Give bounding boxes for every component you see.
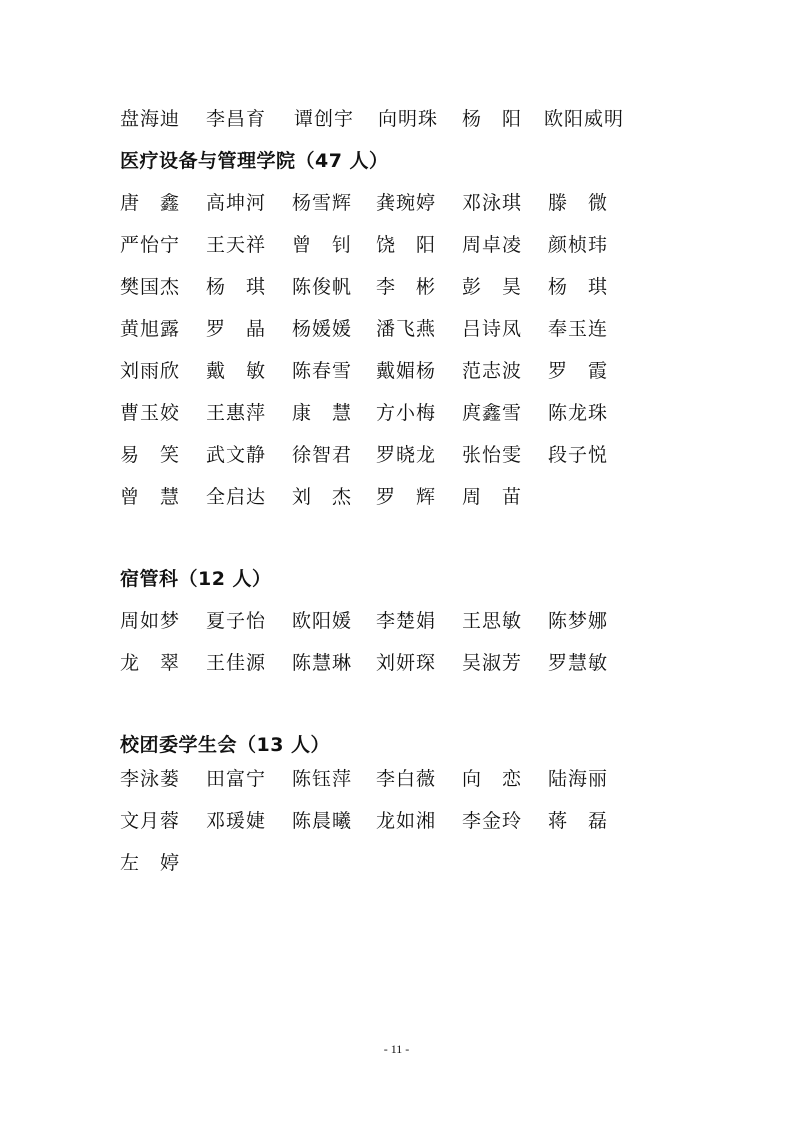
name-cell: 周卓凌: [462, 234, 523, 256]
name-cell: 陈俊帆: [292, 276, 353, 298]
name-cell: 杨媛媛: [292, 318, 353, 340]
name-cell: 向明珠: [378, 108, 439, 130]
name-cell: 颜桢玮: [548, 234, 609, 256]
name-cell: 陈春雪: [292, 360, 353, 382]
name-cell: 邓瑗婕: [206, 810, 267, 832]
page-number: - 11 -: [383, 1042, 410, 1056]
name-cell: 欧阳威明: [544, 108, 625, 130]
name-cell: 李泳蒌: [120, 768, 181, 790]
name-cell: 范志波: [462, 360, 523, 382]
name-cell: 杨 阳: [462, 108, 523, 130]
name-cell: 潘飞燕: [376, 318, 437, 340]
name-cell: 曹玉姣: [120, 402, 181, 424]
name-cell: 田富宁: [206, 768, 267, 790]
name-cell: 罗晓龙: [376, 444, 437, 466]
name-cell: 吴淑芳: [462, 652, 523, 674]
section-heading-youth-league-student-union: 校团委学生会（13 人）: [120, 734, 331, 756]
name-cell: 刘妍琛: [376, 652, 437, 674]
name-cell: 陈梦娜: [548, 610, 609, 632]
name-cell: 夏子怡: [206, 610, 267, 632]
name-cell: 康 慧: [292, 402, 353, 424]
name-cell: 徐智君: [292, 444, 353, 466]
name-cell: 陈慧琳: [292, 652, 353, 674]
name-cell: 戴媚杨: [376, 360, 437, 382]
name-cell: 罗慧敏: [548, 652, 609, 674]
name-cell: 欧阳媛: [292, 610, 353, 632]
name-cell: 向 恋: [462, 768, 523, 790]
name-cell: 全启达: [206, 486, 267, 508]
name-cell: 段子悦: [548, 444, 609, 466]
name-cell: 方小梅: [376, 402, 437, 424]
name-cell: 奉玉连: [548, 318, 609, 340]
name-cell: 谭创宇: [294, 108, 355, 130]
name-cell: 左 婷: [120, 852, 181, 874]
name-cell: 文月蓉: [120, 810, 181, 832]
name-cell: 李昌育: [206, 108, 267, 130]
name-cell: 刘雨欣: [120, 360, 181, 382]
name-cell: 彭 昊: [462, 276, 523, 298]
name-cell: 王天祥: [206, 234, 267, 256]
name-cell: 李白薇: [376, 768, 437, 790]
name-cell: 陆海丽: [548, 768, 609, 790]
name-cell: 刘 杰: [292, 486, 353, 508]
name-cell: 武文静: [206, 444, 267, 466]
name-cell: 龙如湘: [376, 810, 437, 832]
name-cell: 蒋 磊: [548, 810, 609, 832]
name-cell: 陈晨曦: [292, 810, 353, 832]
name-cell: 杨 琪: [548, 276, 609, 298]
name-cell: 周 苗: [462, 486, 523, 508]
name-cell: 曾 钊: [292, 234, 353, 256]
name-cell: 高坤河: [206, 192, 267, 214]
name-cell: 饶 阳: [376, 234, 437, 256]
name-cell: 庹鑫雪: [462, 402, 523, 424]
name-cell: 王佳源: [206, 652, 267, 674]
name-cell: 杨雪辉: [292, 192, 353, 214]
name-cell: 盘海迪: [120, 108, 181, 130]
name-cell: 滕 微: [548, 192, 609, 214]
name-cell: 曾 慧: [120, 486, 181, 508]
name-cell: 杨 琪: [206, 276, 267, 298]
name-cell: 罗 晶: [206, 318, 267, 340]
name-cell: 龙 翠: [120, 652, 181, 674]
name-cell: 罗 辉: [376, 486, 437, 508]
name-cell: 易 笑: [120, 444, 181, 466]
name-cell: 王思敏: [462, 610, 523, 632]
name-cell: 邓泳琪: [462, 192, 523, 214]
name-cell: 陈龙珠: [548, 402, 609, 424]
name-cell: 李楚娟: [376, 610, 437, 632]
name-cell: 周如梦: [120, 610, 181, 632]
name-cell: 黄旭露: [120, 318, 181, 340]
name-cell: 樊国杰: [120, 276, 181, 298]
name-cell: 李 彬: [376, 276, 437, 298]
name-cell: 龚琬婷: [376, 192, 437, 214]
name-cell: 陈钰萍: [292, 768, 353, 790]
name-cell: 李金玲: [462, 810, 523, 832]
name-cell: 严怡宁: [120, 234, 181, 256]
name-cell: 戴 敏: [206, 360, 267, 382]
section-heading-medical-equipment: 医疗设备与管理学院（47 人）: [120, 150, 389, 172]
section-heading-dorm-management: 宿管科（12 人）: [120, 568, 272, 590]
name-cell: 罗 霞: [548, 360, 609, 382]
name-cell: 唐 鑫: [120, 192, 181, 214]
name-cell: 张怡雯: [462, 444, 523, 466]
name-cell: 吕诗凤: [462, 318, 523, 340]
name-cell: 王惠萍: [206, 402, 267, 424]
